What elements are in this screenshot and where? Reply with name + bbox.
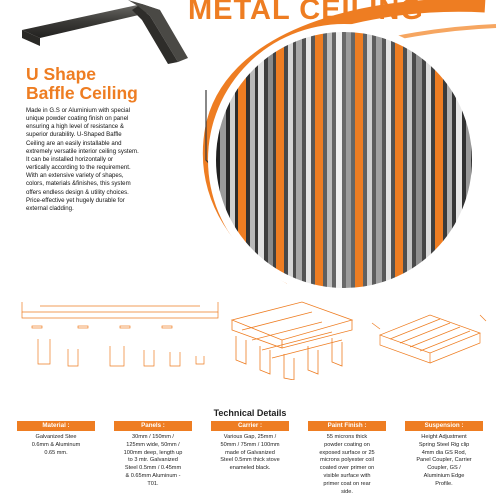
spec-line: & 0.65mm Aluminum -: [125, 472, 181, 479]
spec-line: to 3 mtr. Galvanized: [128, 457, 178, 464]
spec-line: enameled black.: [229, 465, 271, 472]
spec-line: Steel 0.5mm / 0.45mm: [124, 465, 182, 472]
description-line: extremely versatile interior ceiling system.: [26, 147, 139, 155]
spec-line: Height Adjustment: [421, 434, 467, 440]
spec-line: 30mm / 150mm /: [132, 434, 174, 440]
spec-line: Aluminium Edge: [423, 472, 465, 479]
spec-line: coated over primer on: [319, 465, 375, 472]
spec-body: [211, 434, 289, 473]
spec-line: 125mm wide, 50mm /: [126, 441, 180, 448]
description-line: external cladding.: [26, 204, 74, 212]
spec-suspension: [405, 421, 483, 489]
description-line: unique powder coating finish on panel: [26, 115, 129, 123]
spec-line: T01.: [147, 480, 159, 487]
spec-line: 100mm deep, length up: [123, 449, 183, 456]
description-line: vertically according to the requirement.: [26, 164, 131, 172]
spec-panels: [114, 421, 192, 489]
spec-line: powder coating on: [324, 441, 370, 448]
profile-drawing: [20, 294, 220, 374]
spec-header: Suspension :: [405, 421, 483, 431]
spec-line: Various Gap, 25mm /: [223, 434, 277, 440]
spec-line: Spring Steel Rig clip: [418, 441, 470, 448]
spec-header: Carrier :: [211, 421, 289, 431]
technical-details-title: Technical Details: [213, 408, 287, 418]
product-title-line2: Baffle Ceiling: [26, 83, 138, 103]
assembly-drawing: [370, 305, 490, 365]
product-description: [26, 107, 190, 213]
spec-body: [405, 434, 483, 489]
spec-line: Galvanized Stee: [35, 434, 77, 440]
spec-body: [17, 434, 95, 457]
page-title: METAL CEILING: [188, 0, 424, 26]
spec-line: 55 microns thick: [326, 434, 368, 440]
description-line: ensuring a high level of resistance &: [26, 123, 124, 131]
description-line: With an extensive variety of shapes,: [26, 172, 124, 180]
spec-carrier: [211, 421, 289, 473]
spec-material: [17, 421, 95, 457]
description-line: superior durability. U-Shaped Baffle: [26, 131, 122, 139]
product-title-line1: U Shape: [26, 64, 97, 84]
spec-line: Panel Coupler, Carrier: [416, 457, 472, 464]
description-line: Ceiling are an easily installable and: [26, 139, 122, 147]
spec-header: Material :: [17, 421, 95, 431]
baffle-grid-drawing: [222, 300, 362, 380]
spec-header: Paint Finish :: [308, 421, 386, 431]
spec-line: visible surface with: [323, 472, 371, 479]
description-line: Price-effective yet hugely durable for: [26, 196, 125, 204]
spec-line: 4mm dia GS Rod,: [421, 449, 467, 456]
spec-body: [308, 434, 386, 496]
description-line: Made in G.S or Aluminium with special: [26, 107, 130, 114]
spec-header: Panels :: [114, 421, 192, 431]
spec-line: made of Galvanized: [225, 449, 275, 456]
u-channel-sample-image: [10, 0, 190, 64]
spec-line: 0.65 mm.: [44, 449, 68, 456]
spec-line: exposed surface or 25: [319, 449, 375, 456]
spec-paint-finish: [308, 421, 386, 496]
ceiling-photo-circle: [180, 0, 500, 310]
description-line: It can be installed horizontally or: [26, 155, 114, 163]
spec-line: Steel 0.5mm thick stove: [220, 457, 280, 464]
spec-line: microns polyester coil: [320, 457, 374, 464]
spec-line: Coupler, GS /: [427, 465, 461, 472]
spec-line: primer coat on rear: [323, 480, 371, 487]
spec-line: 0.6mm & Aluminum: [31, 441, 81, 448]
spec-line: side.: [341, 488, 353, 495]
description-line: colors, materials &finishes, this system: [26, 180, 131, 188]
spec-line: 50mm / 75mm / 100mm: [220, 441, 280, 448]
spec-body: [114, 434, 192, 489]
description-line: offers endless design & utility choices.: [26, 188, 129, 196]
product-title: [26, 65, 138, 103]
spec-line: Profile.: [435, 480, 453, 487]
